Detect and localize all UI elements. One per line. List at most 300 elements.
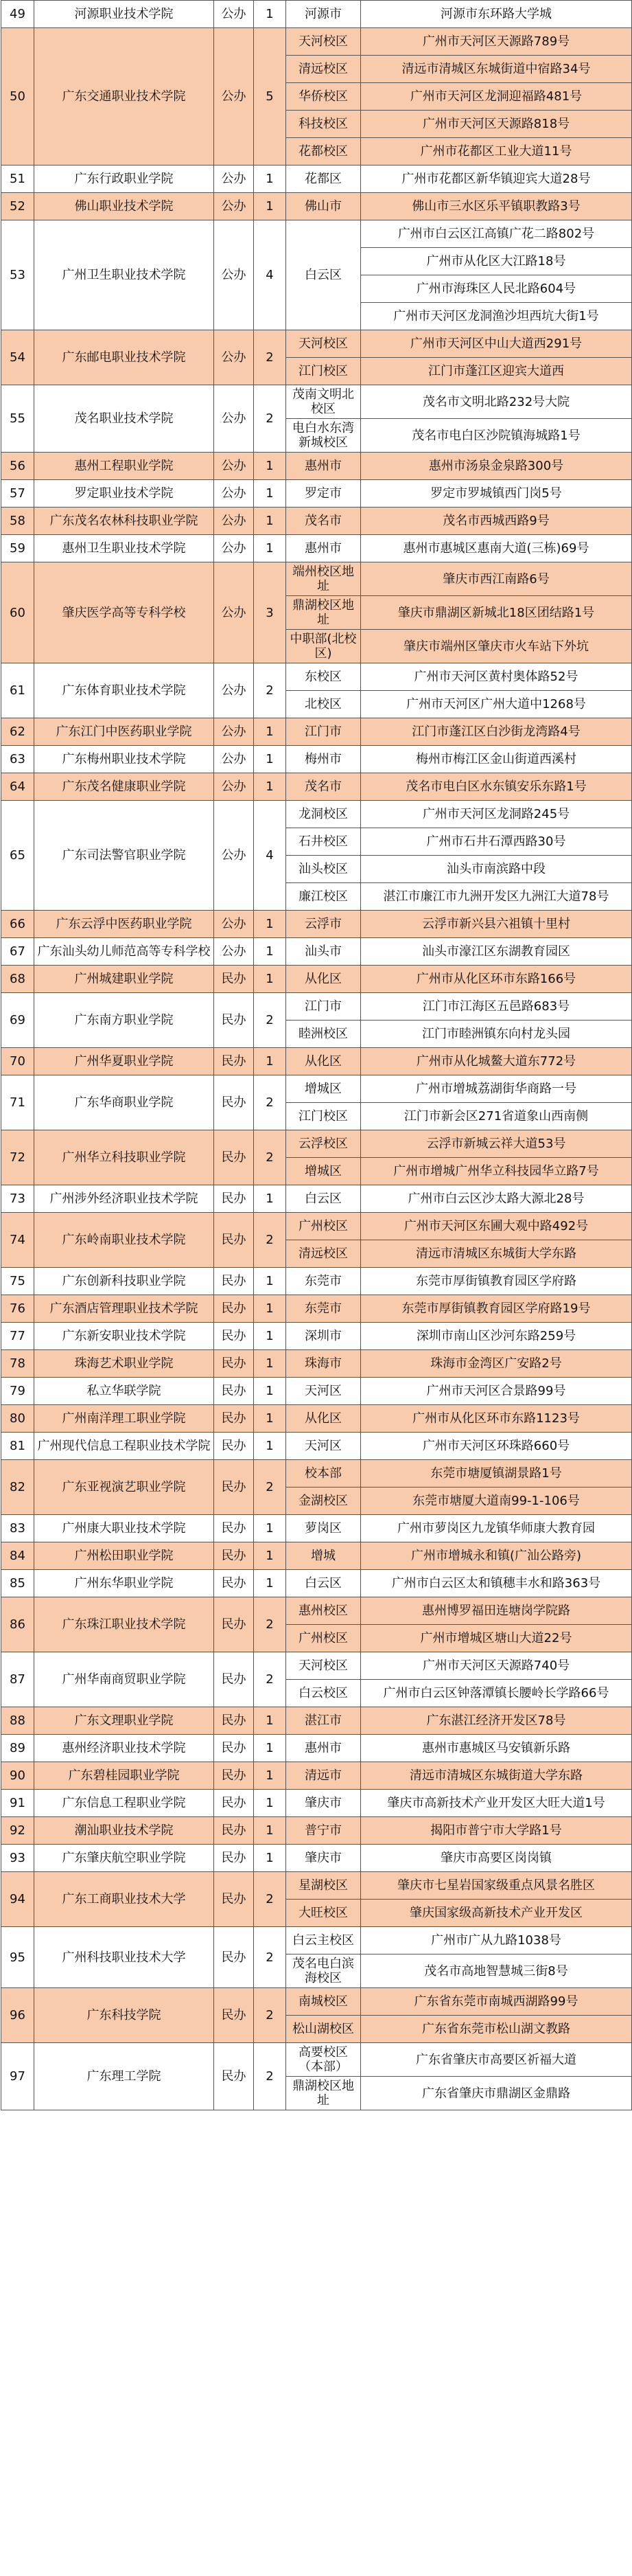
row-number: 78 xyxy=(1,1350,34,1378)
row-number: 53 xyxy=(1,220,34,330)
campus-address: 惠州市惠城区惠南大道(三栋)69号 xyxy=(361,535,632,562)
college-name: 广州科技职业技术大学 xyxy=(34,1927,214,1988)
campus-address: 肇庆市高新技术产业开发区大旺大道1号 xyxy=(361,1790,632,1817)
campus-name: 东校区 xyxy=(286,663,361,691)
campus-address: 汕头市濠江区东湖教育园区 xyxy=(361,938,632,966)
campus-name: 肇庆市 xyxy=(286,1845,361,1872)
campus-address: 广州市增城区塘山大道22号 xyxy=(361,1625,632,1652)
college-name: 广东体育职业技术学院 xyxy=(34,663,214,718)
college-name: 广东交通职业技术学院 xyxy=(34,28,214,166)
campus-name: 惠州市 xyxy=(286,535,361,562)
campus-name: 大旺校区 xyxy=(286,1900,361,1927)
ownership-type: 民办 xyxy=(214,1185,254,1213)
campus-name: 花都区 xyxy=(286,166,361,193)
ownership-type: 民办 xyxy=(214,1652,254,1707)
campus-address: 广东省东莞市松山湖文教路 xyxy=(361,2016,632,2043)
table-row xyxy=(1,1378,632,1405)
campus-name: 茂名市 xyxy=(286,773,361,801)
ownership-type: 民办 xyxy=(214,1570,254,1597)
row-number: 70 xyxy=(1,1048,34,1075)
campus-name: 南城校区 xyxy=(286,1988,361,2016)
campus-address: 广州市天河区天源路789号 xyxy=(361,28,632,56)
table-row xyxy=(1,1762,632,1790)
ownership-type: 民办 xyxy=(214,1378,254,1405)
row-number: 81 xyxy=(1,1433,34,1460)
campus-address: 清远市清城区东城街道中宿路34号 xyxy=(361,56,632,83)
college-name: 广东肇庆航空职业学院 xyxy=(34,1845,214,1872)
campus-count: 1 xyxy=(254,1762,286,1790)
table-row xyxy=(1,1,632,28)
campus-count: 1 xyxy=(254,746,286,773)
campus-address: 广州市天河区合景路99号 xyxy=(361,1378,632,1405)
row-number: 92 xyxy=(1,1817,34,1845)
college-name: 潮汕职业技术学院 xyxy=(34,1817,214,1845)
campus-address: 江门市睦洲镇东向村龙头园 xyxy=(361,1021,632,1048)
campus-address: 广州市天河区中山大道西291号 xyxy=(361,330,632,358)
campus-address: 广州市花都区工业大道11号 xyxy=(361,138,632,166)
campus-name: 白云区 xyxy=(286,1570,361,1597)
ownership-type: 公办 xyxy=(214,535,254,562)
table-row xyxy=(1,1185,632,1213)
campus-address: 肇庆市西江南路6号 xyxy=(361,562,632,596)
row-number: 65 xyxy=(1,801,34,911)
college-name: 广东碧桂园职业学院 xyxy=(34,1762,214,1790)
campus-count: 1 xyxy=(254,718,286,746)
college-name: 广州华立科技职业学院 xyxy=(34,1130,214,1185)
campus-count: 1 xyxy=(254,966,286,993)
ownership-type: 民办 xyxy=(214,1927,254,1988)
table-row xyxy=(1,1295,632,1323)
campus-name: 江门校区 xyxy=(286,358,361,385)
table-row xyxy=(1,1790,632,1817)
campus-name: 河源市 xyxy=(286,1,361,28)
campus-address: 东莞市塘厦大道南99-1-106号 xyxy=(361,1488,632,1515)
row-number: 83 xyxy=(1,1515,34,1542)
table-row xyxy=(1,1735,632,1762)
campus-name: 星湖校区 xyxy=(286,1872,361,1900)
college-name: 广东江门中医药职业学院 xyxy=(34,718,214,746)
campus-count: 2 xyxy=(254,1075,286,1130)
campus-address: 肇庆市鼎湖区新城北18区团结路1号 xyxy=(361,596,632,630)
campus-address: 肇庆市七星岩国家级重点风景名胜区 xyxy=(361,1872,632,1900)
campus-count: 2 xyxy=(254,663,286,718)
ownership-type: 公办 xyxy=(214,385,254,453)
ownership-type: 民办 xyxy=(214,1295,254,1323)
college-name: 河源职业技术学院 xyxy=(34,1,214,28)
campus-name: 清远校区 xyxy=(286,56,361,83)
table-row xyxy=(1,1323,632,1350)
campus-address: 广州市萝岗区九龙镇华师康大教育园 xyxy=(361,1515,632,1542)
college-table xyxy=(1,0,632,2110)
campus-name: 深圳市 xyxy=(286,1323,361,1350)
row-number: 76 xyxy=(1,1295,34,1323)
campus-address: 广东湛江经济开发区78号 xyxy=(361,1707,632,1735)
table-row xyxy=(1,1075,632,1103)
college-name: 茂名职业技术学院 xyxy=(34,385,214,453)
table-row xyxy=(1,1350,632,1378)
college-name: 广州卫生职业技术学院 xyxy=(34,220,214,330)
campus-address: 佛山市三水区乐平镇职教路3号 xyxy=(361,193,632,220)
table-row xyxy=(1,1515,632,1542)
table-row xyxy=(1,1597,632,1625)
table-row xyxy=(1,1130,632,1158)
ownership-type: 公办 xyxy=(214,663,254,718)
campus-address: 广州市天河区龙洞迎福路481号 xyxy=(361,83,632,111)
campus-name: 罗定市 xyxy=(286,480,361,508)
college-name: 广东信息工程职业学院 xyxy=(34,1790,214,1817)
campus-count: 1 xyxy=(254,1570,286,1597)
college-name: 广东行政职业学院 xyxy=(34,166,214,193)
campus-address: 深圳市南山区沙河东路259号 xyxy=(361,1323,632,1350)
campus-name: 睦洲校区 xyxy=(286,1021,361,1048)
campus-count: 1 xyxy=(254,911,286,938)
campus-count: 1 xyxy=(254,1542,286,1570)
college-name: 广州康大职业技术学院 xyxy=(34,1515,214,1542)
campus-count: 2 xyxy=(254,1927,286,1988)
campus-address: 肇庆市端州区肇庆市火车站下外坑 xyxy=(361,630,632,663)
ownership-type: 公办 xyxy=(214,453,254,480)
college-name: 广东亚视演艺职业学院 xyxy=(34,1460,214,1515)
campus-name: 白云主校区 xyxy=(286,1927,361,1954)
campus-name: 石井校区 xyxy=(286,828,361,856)
campus-address: 肇庆国家级高新技术产业开发区 xyxy=(361,1900,632,1927)
table-row xyxy=(1,1268,632,1295)
college-name: 广东文理职业学院 xyxy=(34,1707,214,1735)
campus-name: 天河区 xyxy=(286,1433,361,1460)
row-number: 75 xyxy=(1,1268,34,1295)
campus-address: 广州市天河区黄村奥体路52号 xyxy=(361,663,632,691)
campus-count: 1 xyxy=(254,1185,286,1213)
campus-name: 中职部(北校区) xyxy=(286,630,361,663)
ownership-type: 民办 xyxy=(214,1762,254,1790)
campus-address: 广州市天河区东圃大观中路492号 xyxy=(361,1213,632,1240)
campus-name: 龙洞校区 xyxy=(286,801,361,828)
college-name: 广东司法警官职业学院 xyxy=(34,801,214,911)
table-row xyxy=(1,1707,632,1735)
ownership-type: 民办 xyxy=(214,1350,254,1378)
campus-count: 1 xyxy=(254,1048,286,1075)
ownership-type: 公办 xyxy=(214,28,254,166)
campus-count: 2 xyxy=(254,330,286,385)
ownership-type: 公办 xyxy=(214,938,254,966)
row-number: 69 xyxy=(1,993,34,1048)
college-name: 广东工商职业技术大学 xyxy=(34,1872,214,1927)
campus-count: 1 xyxy=(254,166,286,193)
campus-count: 1 xyxy=(254,1,286,28)
campus-address: 广州市天河区龙洞渔沙坦西坑大街1号 xyxy=(361,303,632,330)
campus-address: 珠海市金湾区广安路2号 xyxy=(361,1350,632,1378)
campus-address: 广州市白云区太和镇穗丰水和路363号 xyxy=(361,1570,632,1597)
ownership-type: 民办 xyxy=(214,1817,254,1845)
campus-address: 广州市天河区天源路818号 xyxy=(361,111,632,138)
campus-address: 广州市花都区新华镇迎宾大道28号 xyxy=(361,166,632,193)
college-name: 广东珠江职业技术学院 xyxy=(34,1597,214,1652)
ownership-type: 民办 xyxy=(214,1735,254,1762)
ownership-type: 民办 xyxy=(214,993,254,1048)
table-row xyxy=(1,1845,632,1872)
campus-address: 广州市增城广州华立科技园华立路7号 xyxy=(361,1158,632,1185)
row-number: 72 xyxy=(1,1130,34,1185)
college-name: 广东华商职业学院 xyxy=(34,1075,214,1130)
campus-address: 揭阳市普宁市大学路1号 xyxy=(361,1817,632,1845)
campus-count: 1 xyxy=(254,508,286,535)
campus-address: 清远市清城区东城街道大学东路 xyxy=(361,1762,632,1790)
campus-name: 佛山市 xyxy=(286,193,361,220)
campus-address: 广州市广从九路1038号 xyxy=(361,1927,632,1954)
campus-address: 东莞市厚街镇教育园区学府路19号 xyxy=(361,1295,632,1323)
campus-name: 梅州市 xyxy=(286,746,361,773)
row-number: 59 xyxy=(1,535,34,562)
campus-address: 广州市海珠区人民北路604号 xyxy=(361,275,632,303)
row-number: 88 xyxy=(1,1707,34,1735)
college-name: 广东梅州职业技术学院 xyxy=(34,746,214,773)
row-number: 87 xyxy=(1,1652,34,1707)
campus-count: 1 xyxy=(254,480,286,508)
campus-name: 普宁市 xyxy=(286,1817,361,1845)
college-name: 广州松田职业学院 xyxy=(34,1542,214,1570)
college-name: 广东云浮中医药职业学院 xyxy=(34,911,214,938)
table-row xyxy=(1,1542,632,1570)
table-row xyxy=(1,746,632,773)
ownership-type: 公办 xyxy=(214,166,254,193)
campus-count: 2 xyxy=(254,1460,286,1515)
ownership-type: 民办 xyxy=(214,1515,254,1542)
campus-count: 1 xyxy=(254,1515,286,1542)
table-row xyxy=(1,1460,632,1488)
campus-name: 天河区 xyxy=(286,1378,361,1405)
row-number: 50 xyxy=(1,28,34,166)
campus-count: 3 xyxy=(254,562,286,663)
row-number: 56 xyxy=(1,453,34,480)
ownership-type: 公办 xyxy=(214,480,254,508)
ownership-type: 民办 xyxy=(214,1460,254,1515)
campus-address: 江门市蓬江区迎宾大道西 xyxy=(361,358,632,385)
college-name: 珠海艺术职业学院 xyxy=(34,1350,214,1378)
campus-name: 鼎湖校区地址 xyxy=(286,2077,361,2110)
campus-name: 江门市 xyxy=(286,993,361,1021)
college-name: 广州涉外经济职业技术学院 xyxy=(34,1185,214,1213)
college-name: 惠州工程职业学院 xyxy=(34,453,214,480)
campus-name: 萝岗区 xyxy=(286,1515,361,1542)
ownership-type: 民办 xyxy=(214,1130,254,1185)
campus-address: 广州市白云区沙太路大源北28号 xyxy=(361,1185,632,1213)
campus-address: 茂名市文明北路232号大院 xyxy=(361,385,632,419)
ownership-type: 公办 xyxy=(214,801,254,911)
campus-name: 汕头校区 xyxy=(286,856,361,883)
campus-name: 松山湖校区 xyxy=(286,2016,361,2043)
campus-count: 2 xyxy=(254,385,286,453)
campus-count: 1 xyxy=(254,1268,286,1295)
campus-name: 惠州市 xyxy=(286,1735,361,1762)
table-row xyxy=(1,1872,632,1900)
ownership-type: 民办 xyxy=(214,1213,254,1268)
row-number: 71 xyxy=(1,1075,34,1130)
campus-name: 从化区 xyxy=(286,1405,361,1433)
campus-name: 增城区 xyxy=(286,1075,361,1103)
ownership-type: 民办 xyxy=(214,1048,254,1075)
campus-name: 广州校区 xyxy=(286,1213,361,1240)
college-name: 广东岭南职业技术学院 xyxy=(34,1213,214,1268)
campus-name: 清远市 xyxy=(286,1762,361,1790)
campus-address: 广州市从化城鳌大道东772号 xyxy=(361,1048,632,1075)
campus-count: 1 xyxy=(254,453,286,480)
row-number: 61 xyxy=(1,663,34,718)
campus-address: 惠州市惠城区马安镇新乐路 xyxy=(361,1735,632,1762)
campus-name: 从化区 xyxy=(286,966,361,993)
row-number: 93 xyxy=(1,1845,34,1872)
college-name: 广州华夏职业学院 xyxy=(34,1048,214,1075)
table-row xyxy=(1,28,632,56)
campus-address: 茂名市电白区水东镇安乐东路1号 xyxy=(361,773,632,801)
row-number: 54 xyxy=(1,330,34,385)
ownership-type: 民办 xyxy=(214,1542,254,1570)
campus-name: 白云区 xyxy=(286,220,361,330)
table-row xyxy=(1,535,632,562)
campus-name: 茂名电白滨海校区 xyxy=(286,1954,361,1988)
table-row xyxy=(1,480,632,508)
ownership-type: 公办 xyxy=(214,746,254,773)
campus-name: 湛江市 xyxy=(286,1707,361,1735)
campus-count: 1 xyxy=(254,773,286,801)
table-row xyxy=(1,1213,632,1240)
campus-address: 云浮市新兴县六祖镇十里村 xyxy=(361,911,632,938)
row-number: 77 xyxy=(1,1323,34,1350)
campus-count: 1 xyxy=(254,1295,286,1323)
campus-name: 东莞市 xyxy=(286,1268,361,1295)
campus-name: 北校区 xyxy=(286,691,361,718)
campus-name: 东莞市 xyxy=(286,1295,361,1323)
college-name: 广东南方职业学院 xyxy=(34,993,214,1048)
ownership-type: 民办 xyxy=(214,2043,254,2110)
campus-address: 河源市东环路大学城 xyxy=(361,1,632,28)
campus-address: 广州市白云区江高镇广花二路802号 xyxy=(361,220,632,248)
college-name: 广东汕头幼儿师范高等专科学校 xyxy=(34,938,214,966)
campus-count: 1 xyxy=(254,1845,286,1872)
campus-name: 惠州市 xyxy=(286,453,361,480)
row-number: 89 xyxy=(1,1735,34,1762)
table-row xyxy=(1,801,632,828)
ownership-type: 公办 xyxy=(214,562,254,663)
campus-address: 广州市石井石潭西路30号 xyxy=(361,828,632,856)
campus-name: 肇庆市 xyxy=(286,1790,361,1817)
campus-address: 罗定市罗城镇西门岗5号 xyxy=(361,480,632,508)
campus-name: 花都校区 xyxy=(286,138,361,166)
campus-count: 1 xyxy=(254,1378,286,1405)
row-number: 67 xyxy=(1,938,34,966)
ownership-type: 公办 xyxy=(214,718,254,746)
campus-address: 茂名市西城西路9号 xyxy=(361,508,632,535)
campus-name: 白云区 xyxy=(286,1185,361,1213)
ownership-type: 公办 xyxy=(214,1,254,28)
row-number: 96 xyxy=(1,1988,34,2043)
campus-name: 鼎湖校区地址 xyxy=(286,596,361,630)
ownership-type: 公办 xyxy=(214,911,254,938)
campus-count: 1 xyxy=(254,1817,286,1845)
ownership-type: 民办 xyxy=(214,1988,254,2043)
campus-count: 2 xyxy=(254,2043,286,2110)
ownership-type: 民办 xyxy=(214,1845,254,1872)
campus-address: 广东省肇庆市鼎湖区金鼎路 xyxy=(361,2077,632,2110)
college-name: 广州南洋理工职业学院 xyxy=(34,1405,214,1433)
college-name: 广州东华职业学院 xyxy=(34,1570,214,1597)
ownership-type: 公办 xyxy=(214,220,254,330)
row-number: 82 xyxy=(1,1460,34,1515)
ownership-type: 民办 xyxy=(214,1872,254,1927)
campus-name: 珠海市 xyxy=(286,1350,361,1378)
ownership-type: 民办 xyxy=(214,1323,254,1350)
campus-address: 广州市天河区广州大道中1268号 xyxy=(361,691,632,718)
campus-name: 白云校区 xyxy=(286,1680,361,1707)
campus-count: 1 xyxy=(254,1433,286,1460)
campus-count: 2 xyxy=(254,1652,286,1707)
campus-name: 汕头市 xyxy=(286,938,361,966)
row-number: 62 xyxy=(1,718,34,746)
row-number: 84 xyxy=(1,1542,34,1570)
table-row xyxy=(1,1988,632,2016)
table-row xyxy=(1,1405,632,1433)
campus-address: 汕头市南滨路中段 xyxy=(361,856,632,883)
campus-name: 端州校区地址 xyxy=(286,562,361,596)
table-row xyxy=(1,562,632,596)
row-number: 79 xyxy=(1,1378,34,1405)
table-row xyxy=(1,773,632,801)
campus-name: 廉江校区 xyxy=(286,883,361,911)
college-name: 私立华联学院 xyxy=(34,1378,214,1405)
campus-address: 肇庆市高要区岗岗镇 xyxy=(361,1845,632,1872)
table-row xyxy=(1,453,632,480)
campus-name: 从化区 xyxy=(286,1048,361,1075)
campus-count: 1 xyxy=(254,193,286,220)
college-name: 广东邮电职业技术学院 xyxy=(34,330,214,385)
row-number: 86 xyxy=(1,1597,34,1652)
college-name: 惠州经济职业技术学院 xyxy=(34,1735,214,1762)
table-row xyxy=(1,993,632,1021)
campus-count: 2 xyxy=(254,1213,286,1268)
college-name: 肇庆医学高等专科学校 xyxy=(34,562,214,663)
campus-address: 广州市天河区环珠路660号 xyxy=(361,1433,632,1460)
college-name: 广东创新科技职业学院 xyxy=(34,1268,214,1295)
campus-address: 广州市白云区钟落潭镇长腰岭长学路66号 xyxy=(361,1680,632,1707)
campus-address: 广州市增城永和镇(广汕公路旁) xyxy=(361,1542,632,1570)
row-number: 73 xyxy=(1,1185,34,1213)
campus-name: 科技校区 xyxy=(286,111,361,138)
row-number: 64 xyxy=(1,773,34,801)
campus-count: 1 xyxy=(254,1405,286,1433)
campus-count: 1 xyxy=(254,1350,286,1378)
table-row xyxy=(1,1652,632,1680)
campus-count: 4 xyxy=(254,801,286,911)
college-name: 惠州卫生职业技术学院 xyxy=(34,535,214,562)
row-number: 49 xyxy=(1,1,34,28)
campus-address: 广州市从化区环市东路166号 xyxy=(361,966,632,993)
campus-address: 广东省肇庆市高要区祈福大道 xyxy=(361,2043,632,2077)
campus-count: 2 xyxy=(254,993,286,1048)
campus-address: 惠州博罗福田连塘岗学院路 xyxy=(361,1597,632,1625)
campus-address: 东莞市塘厦镇湖景路1号 xyxy=(361,1460,632,1488)
row-number: 74 xyxy=(1,1213,34,1268)
college-name: 广东茂名农林科技职业学院 xyxy=(34,508,214,535)
table-row xyxy=(1,1570,632,1597)
ownership-type: 民办 xyxy=(214,1405,254,1433)
campus-count: 5 xyxy=(254,28,286,166)
campus-address: 广东省东莞市南城西湖路99号 xyxy=(361,1988,632,2016)
ownership-type: 民办 xyxy=(214,1597,254,1652)
row-number: 94 xyxy=(1,1872,34,1927)
campus-name: 天河校区 xyxy=(286,1652,361,1680)
ownership-type: 民办 xyxy=(214,1075,254,1130)
campus-name: 江门校区 xyxy=(286,1103,361,1130)
ownership-type: 民办 xyxy=(214,1268,254,1295)
